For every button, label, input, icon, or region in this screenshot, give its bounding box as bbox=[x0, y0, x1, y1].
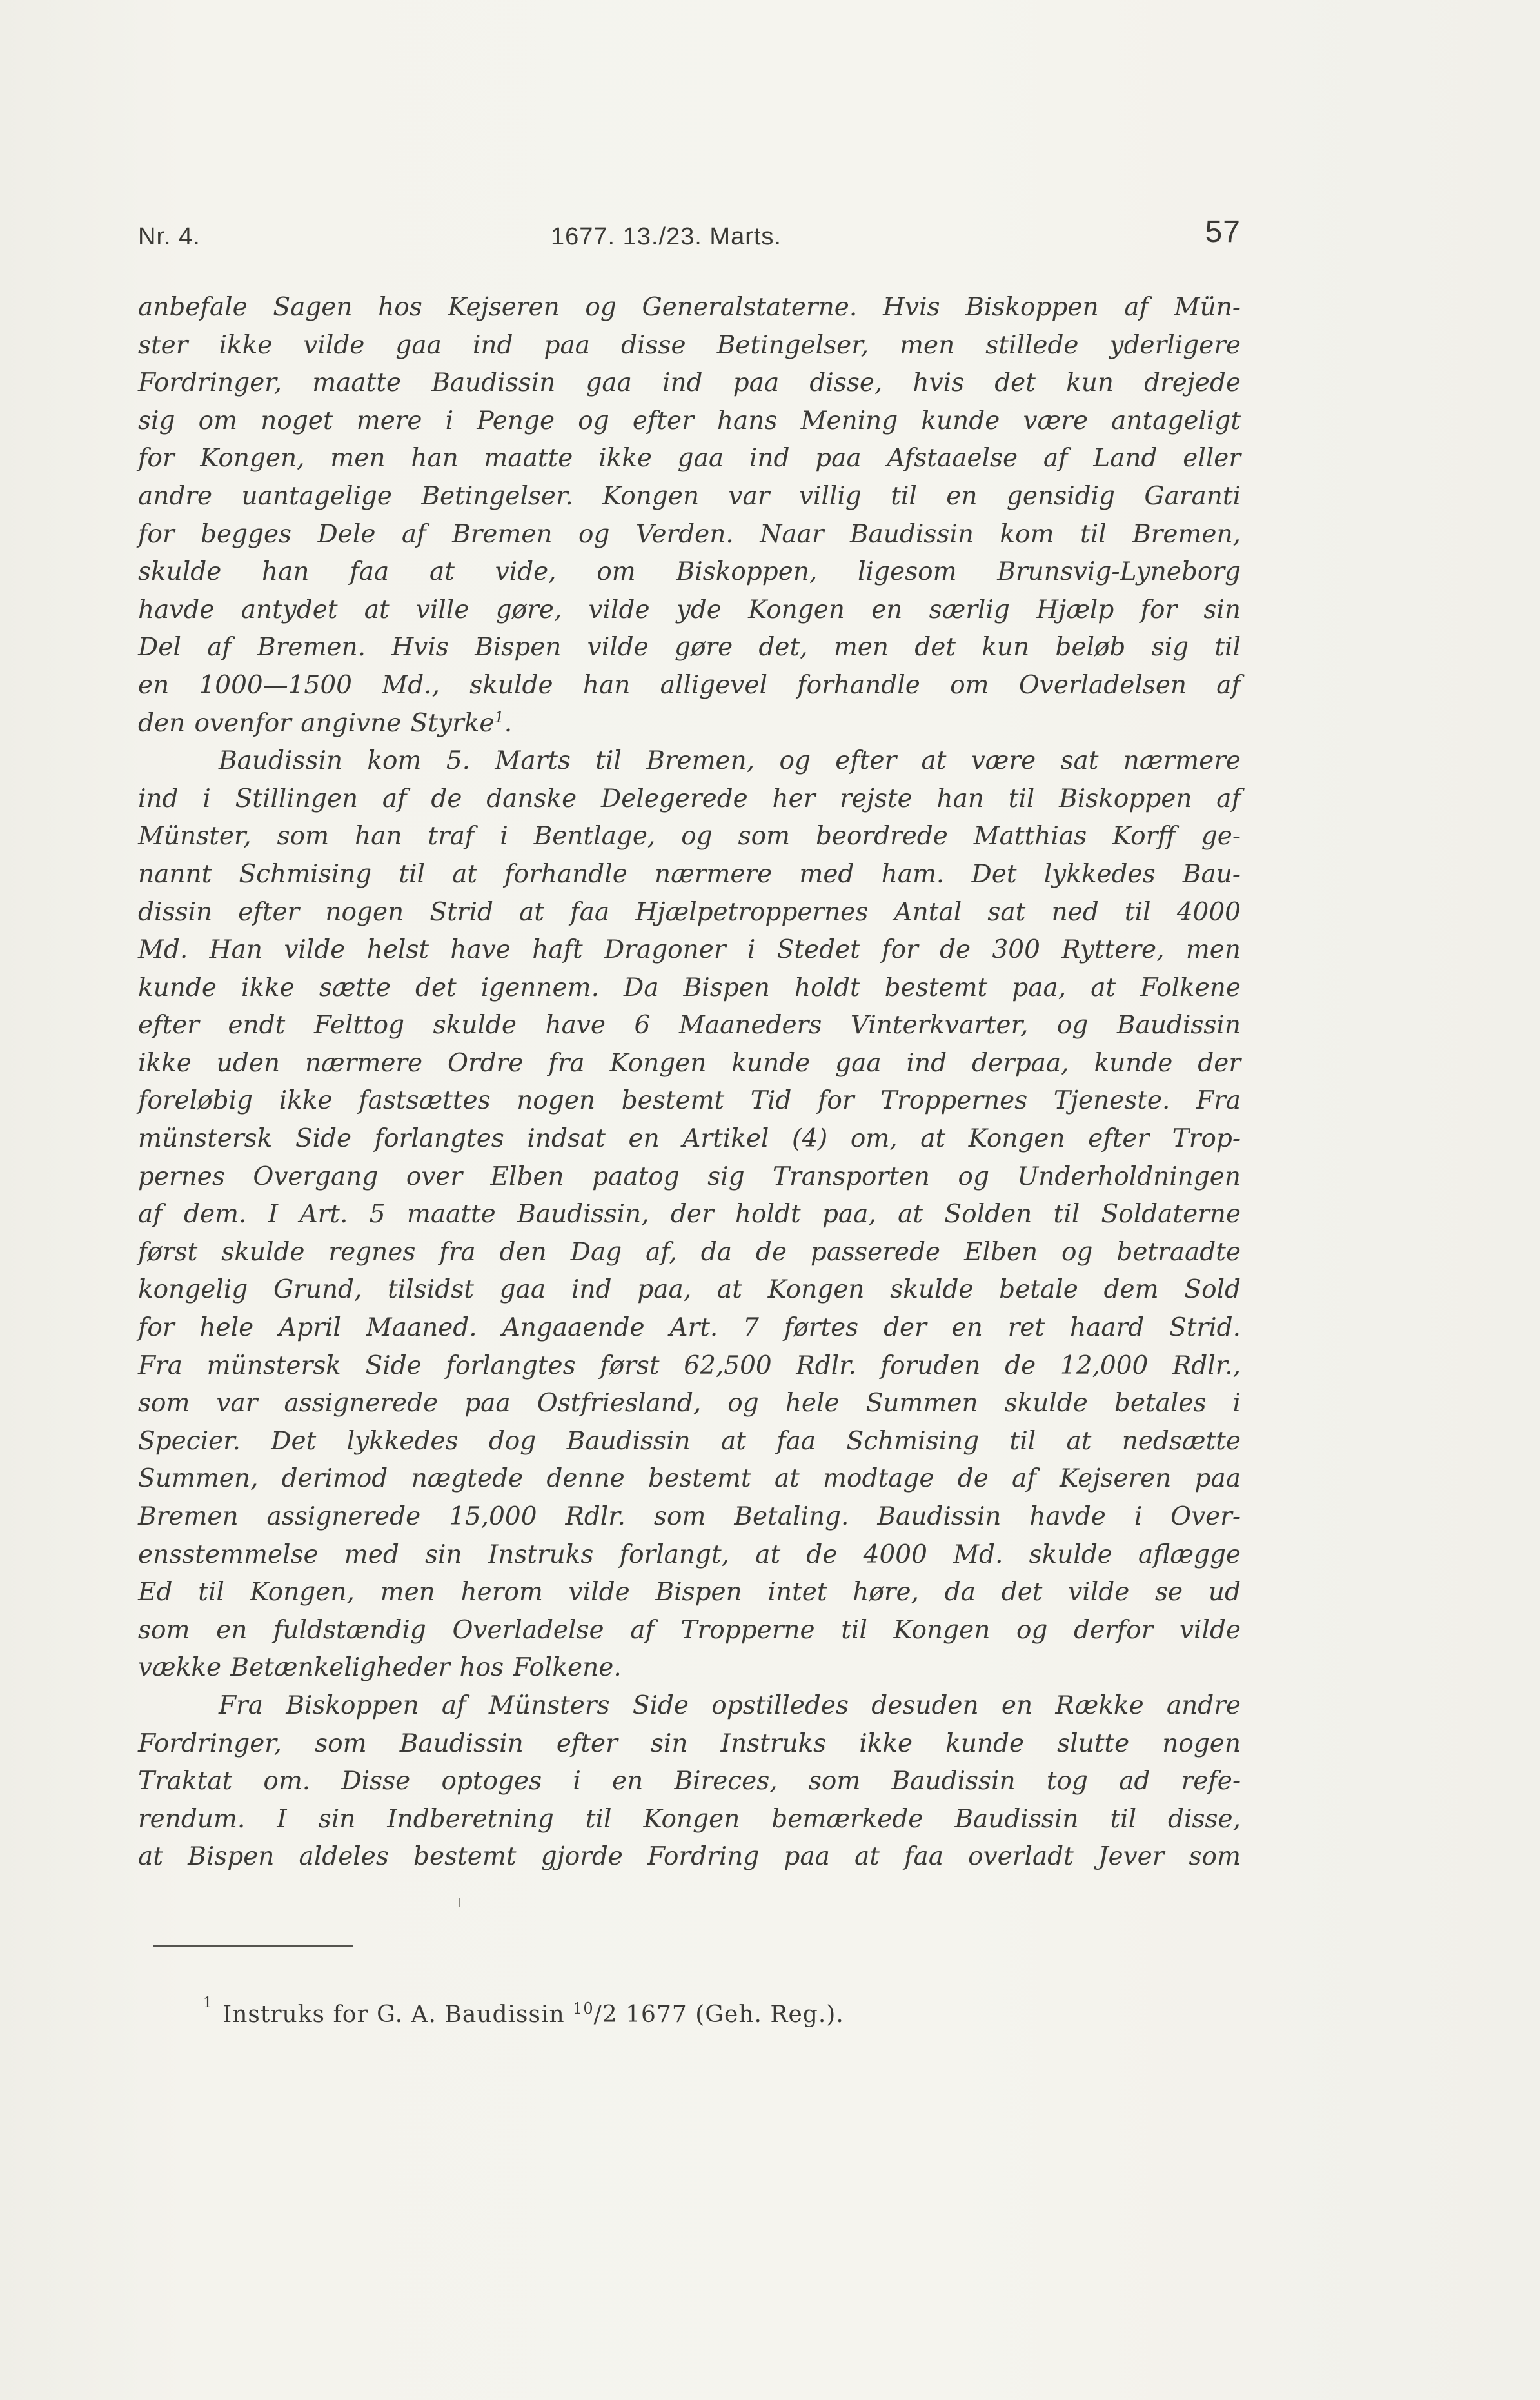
header-date: 1677. 13./23. Marts. bbox=[551, 223, 782, 250]
text-line: efter endt Felttog skulde have 6 Maaneders Vinterkvarter, og Baudissin bbox=[138, 1011, 1241, 1040]
text-line: Fra Biskoppen af Münsters Side opstilledes desuden en Række andre bbox=[219, 1691, 1241, 1720]
running-header bbox=[138, 215, 1241, 258]
text-line: Fordringer, maatte Baudissin gaa ind paa disse, hvis det kun drejede bbox=[138, 368, 1241, 398]
text-line: pernes Overgang over Elben paatog sig Transporten og Underholdningen bbox=[138, 1162, 1241, 1191]
text-line: münstersk Side forlangtes indsat en Artikel (4) om, at Kongen efter Trop- bbox=[138, 1124, 1241, 1154]
text-line: skulde han faa at vide, om Biskoppen, ligesom Brunsvig-Lyneborg bbox=[138, 557, 1241, 587]
footnote-mark: 1 bbox=[203, 1995, 213, 2011]
text-line bbox=[138, 705, 1241, 743]
text-line: Fordringer, som Baudissin efter sin Instruks ikke kunde slutte nogen bbox=[138, 1729, 1241, 1758]
text-line: Del af Bremen. Hvis Bispen vilde gøre det, men det kun beløb sig til bbox=[138, 633, 1241, 662]
print-speck bbox=[459, 1898, 460, 1907]
text-fragment: . bbox=[504, 708, 513, 738]
text-line: en 1000—1500 Md., skulde han alligevel forhandle om Overladelsen af bbox=[138, 670, 1241, 700]
text-fragment: den ovenfor angivne Styrke bbox=[138, 708, 495, 738]
text-line: af dem. I Art. 5 maatte Baudissin, der holdt paa, at Solden til Soldaterne bbox=[138, 1200, 1241, 1229]
text-line: andre uantagelige Betingelser. Kongen var villig til en gensidig Garanti bbox=[138, 481, 1241, 511]
footnote-reference[interactable]: 1 bbox=[494, 708, 504, 726]
text-line: dissin efter nogen Strid at faa Hjælpetroppernes Antal sat ned til 4000 bbox=[138, 897, 1241, 927]
text-line: rendum. I sin Indberetning til Kongen bemærkede Baudissin til disse, bbox=[138, 1804, 1241, 1834]
text-line: for Kongen, men han maatte ikke gaa ind paa Afstaaelse af Land eller bbox=[138, 444, 1241, 473]
text-line: nannt Schmising til at forhandle nærmere med ham. Det lykkedes Bau- bbox=[138, 859, 1241, 889]
footnote-text: Instruks for G. A. Baudissin bbox=[222, 2001, 573, 2028]
text-line: som en fuldstændig Overladelse af Tropperne til Kongen og derfor vilde bbox=[138, 1615, 1241, 1645]
text-line: Traktat om. Disse optoges i en Bireces, som Baudissin tog ad refe- bbox=[138, 1767, 1241, 1796]
text-line: havde antydet at ville gøre, vilde yde Kongen en særlig Hjælp for sin bbox=[138, 595, 1241, 624]
text-line: anbefale Sagen hos Kejseren og Generalstaterne. Hvis Biskoppen af Mün- bbox=[138, 293, 1241, 322]
text-line: kunde ikke sætte det igennem. Da Bispen holdt bestemt paa, at Folkene bbox=[138, 973, 1241, 1002]
text-line: ind i Stillingen af de danske Delegerede her rejste han til Biskoppen af bbox=[138, 784, 1241, 813]
text-line: Md. Han vilde helst have haft Dragoner i Stedet for de 300 Ryttere, men bbox=[138, 935, 1241, 965]
footnote-date-rest: /2 1677 (Geh. Reg.). bbox=[593, 2001, 844, 2028]
text-line: som var assignerede paa Ostfriesland, og hele Summen skulde betales i bbox=[138, 1389, 1241, 1418]
document-number: Nr. 4. bbox=[138, 223, 201, 250]
footnote-divider bbox=[153, 1945, 353, 1947]
text-line: Fra münstersk Side forlangtes først 62,500 Rdlr. foruden de 12,000 Rdlr., bbox=[138, 1351, 1241, 1380]
text-line: at Bispen aldeles bestemt gjorde Fordring paa at faa overladt Jever som bbox=[138, 1842, 1241, 1872]
text-line: Summen, derimod nægtede denne bestemt at modtage de af Kejseren paa bbox=[138, 1464, 1241, 1494]
text-line: ikke uden nærmere Ordre fra Kongen kunde gaa ind derpaa, kunde der bbox=[138, 1048, 1241, 1078]
footnote-date-day: 10 bbox=[573, 1999, 594, 2018]
text-line: først skulde regnes fra den Dag af, da de passerede Elben og betraadte bbox=[138, 1237, 1241, 1267]
text-line: for begges Dele af Bremen og Verden. Naar Baudissin kom til Bremen, bbox=[138, 519, 1241, 549]
text-line: ster ikke vilde gaa ind paa disse Betingelser, men stillede yderligere bbox=[138, 330, 1241, 360]
text-line: vække Betænkeligheder hos Folkene. bbox=[138, 1653, 622, 1683]
text-line: ensstemmelse med sin Instruks forlangt, at de 4000 Md. skulde aflægge bbox=[138, 1540, 1241, 1569]
text-line: Bremen assignerede 15,000 Rdlr. som Betaling. Baudissin havde i Over- bbox=[138, 1502, 1241, 1531]
text-line: foreløbig ikke fastsættes nogen bestemt Tid for Troppernes Tjeneste. Fra bbox=[138, 1086, 1241, 1116]
text-line: kongelig Grund, tilsidst gaa ind paa, at Kongen skulde betale dem Sold bbox=[138, 1275, 1241, 1305]
footnote bbox=[203, 1995, 844, 2028]
text-line: Baudissin kom 5. Marts til Bremen, og efter at være sat nærmere bbox=[219, 746, 1241, 776]
text-line: for hele April Maaned. Angaaende Art. 7 førtes der en ret haard Strid. bbox=[138, 1313, 1241, 1343]
text-line: Münster, som han traf i Bentlage, og som beordrede Matthias Korff ge- bbox=[138, 822, 1241, 851]
page-number: 57 bbox=[1205, 215, 1241, 249]
body-text bbox=[138, 289, 1241, 1876]
text-line: Specier. Det lykkedes dog Baudissin at faa Schmising til at nedsætte bbox=[138, 1426, 1241, 1456]
text-line: Ed til Kongen, men herom vilde Bispen intet høre, da det vilde se ud bbox=[138, 1578, 1241, 1607]
text-line: sig om noget mere i Penge og efter hans Mening kunde være antageligt bbox=[138, 406, 1241, 435]
